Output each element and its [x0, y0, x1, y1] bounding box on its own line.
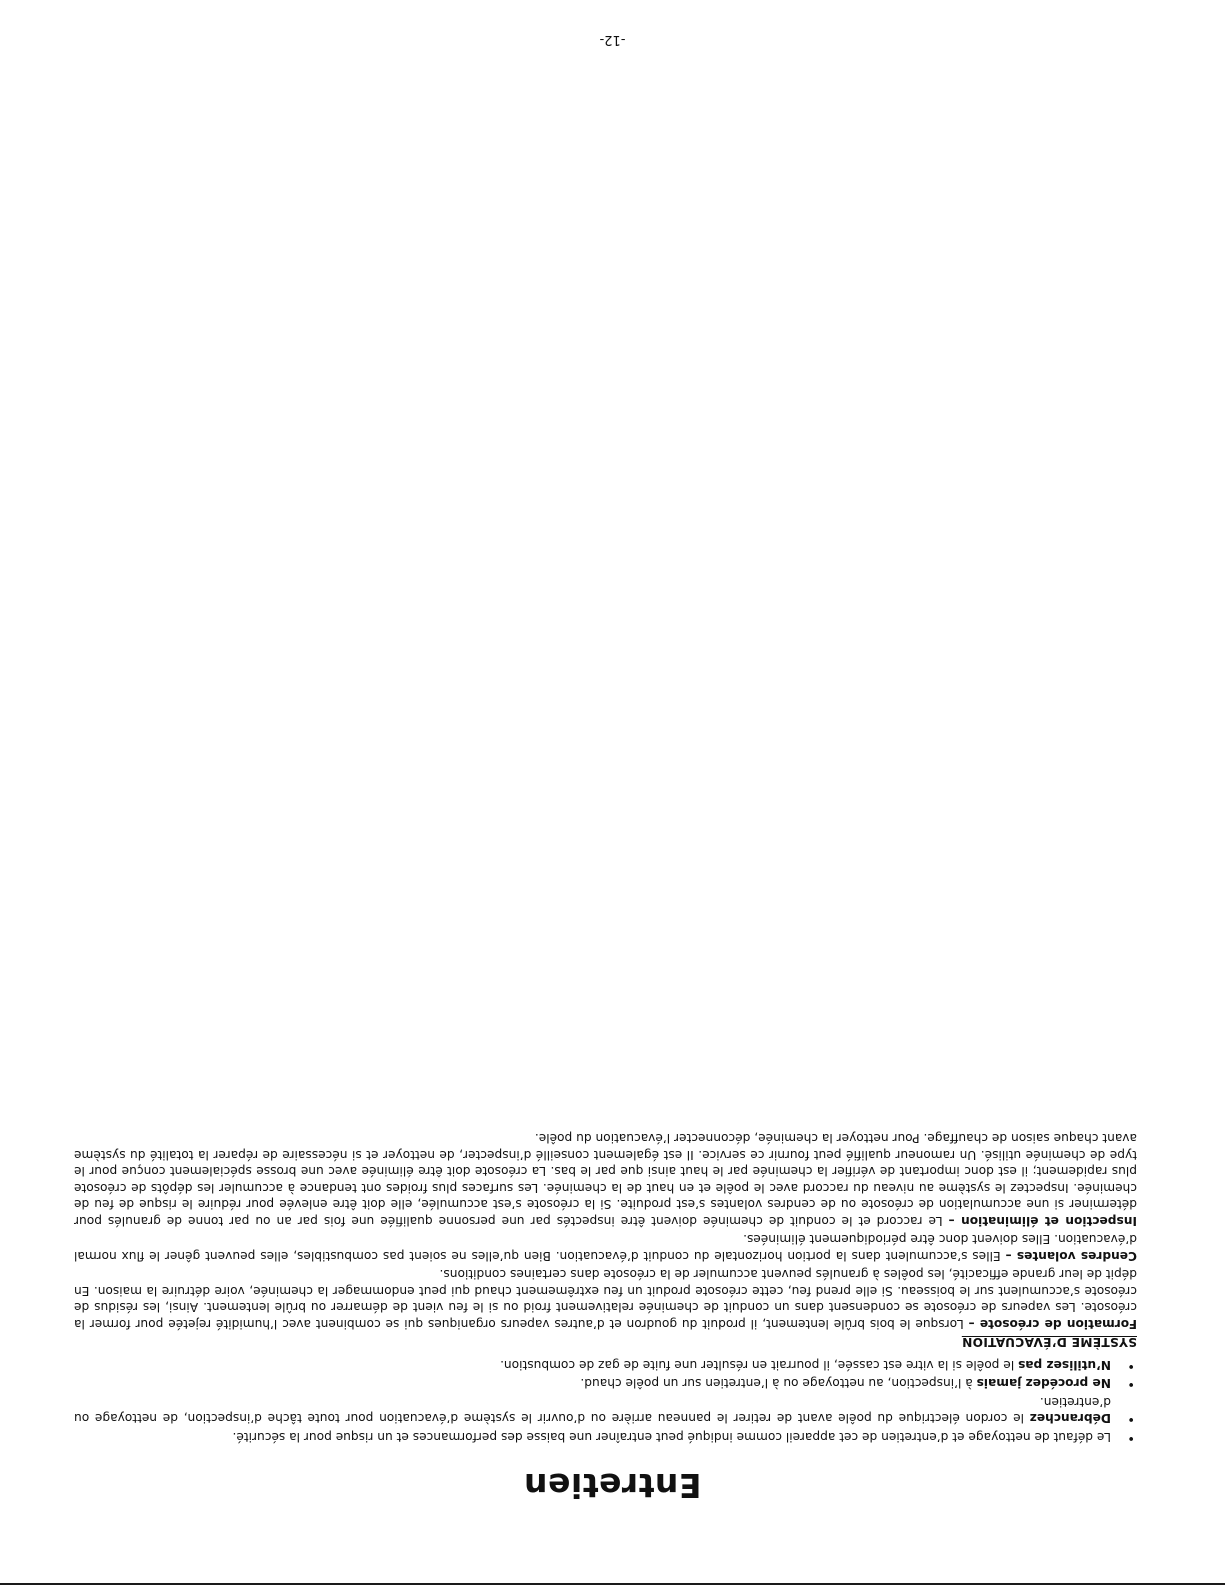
bullet-icon: • [1127, 1358, 1135, 1373]
paragraph-text: Elles s’accumulent dans la portion horizontale du conduit d’évacuation. Bien qu’elles ne soient pas combustibles, elles peuvent gêner le flux normal d’évacuation. Elles doivent donc être périodiquement éliminées. [74, 1232, 1137, 1263]
paragraph-bold-lead: Inspection et élimination – [948, 1214, 1137, 1228]
list-item [74, 1375, 1137, 1392]
bullet-icon: • [1127, 1411, 1135, 1427]
paragraph-inspection [74, 1130, 1137, 1229]
bullet-text: le cordon électrique du poêle avant de retirer le panneau arrière ou d’ouvrir le système d’évacuation pour toute tâche d’inspection, de nettoyage ou d’entretien. [74, 1395, 1111, 1426]
bullet-bold-lead: N’utilisez pas [1018, 1358, 1111, 1372]
page-number: -12- [599, 32, 626, 47]
bullet-bold-lead: Ne procédez jamais [976, 1376, 1111, 1391]
bullet-text: Le défaut de nettoyage et d’entretien de cet appareil comme indiqué peut entraîner une baisse des performances et un risque pour la sécurité. [232, 1430, 1111, 1444]
paragraph-creosote [74, 1266, 1137, 1332]
bullet-bold-lead: Débranchez [1029, 1411, 1111, 1426]
paragraph-bold-lead: Formation de créosote – [968, 1317, 1137, 1331]
list-item [74, 1429, 1137, 1446]
list-item [74, 1394, 1137, 1427]
list-item [74, 1357, 1137, 1374]
safety-bullet-list [74, 1357, 1137, 1446]
bullet-icon: • [1127, 1376, 1135, 1392]
bullet-text: le poêle si la vitre est cassée, il pourrait en résulter une fuite de gaz de combustion. [500, 1358, 1019, 1372]
page-content [74, 1128, 1137, 1445]
paragraph-text: Lorsque le bois brûle lentement, il produit du goudron et d’autres vapeurs organiques qui se combinent avec l’humidité rejetée pour former la créosote. Les vapeurs de créosote se condensent dans un conduit de cheminée relativement froid ou si le feu vient de démarrer ou brûle lentement. Ainsi, les résidus de créosote s’accumulent sur le boisseau. Si elle prend feu, cette créosote produit un feu extrêmement chaud qui peut endommager la cheminée, voire détruire la maison. En dépit de leur grande efficacité, les poêles à granulés peuvent accumuler de la créosote dans certaines conditions. [74, 1267, 1137, 1331]
section-heading: SYSTÈME D’ÉVACUATION [961, 1335, 1137, 1350]
paragraph-text: Le raccord et le conduit de cheminée doivent être inspectés par une personne qualifiée une fois par an ou par tonne de granulés pour déterminer si une accumulation de créosote ou de cendres volantes s’est produite. Si la créosote s’est accumulée, elle doit être enlevée pour réduire le risque de feu de cheminée. Inspectez le système au niveau du raccord avec le poêle et en haut de la cheminée. Les surfaces plus froides ont tendance à accumuler les dépôts de créosote plus rapidement; il est donc important de vérifier la cheminée par le haut ainsi que par le bas. La créosote doit être éliminée avec une brosse spécialement conçue pour le type de cheminée utilisé. Un ramoneur qualifié peut fournir ce service. Il est également conseillé d’inspecter, de nettoyer et si nécessaire de réparer la totalité du système avant chaque saison de chauffage. Pour nettoyer la cheminée, déconnecter l’évacuation du poêle. [74, 1131, 1137, 1228]
bullet-text: à l’inspection, au nettoyage ou à l’entretien sur un poêle chaud. [580, 1376, 977, 1391]
paragraph-bold-lead: Cendres volantes – [1005, 1249, 1137, 1263]
page-title: Entretien [523, 1466, 702, 1505]
bullet-icon: • [1127, 1430, 1135, 1445]
paragraph-fly-ash [74, 1231, 1137, 1264]
